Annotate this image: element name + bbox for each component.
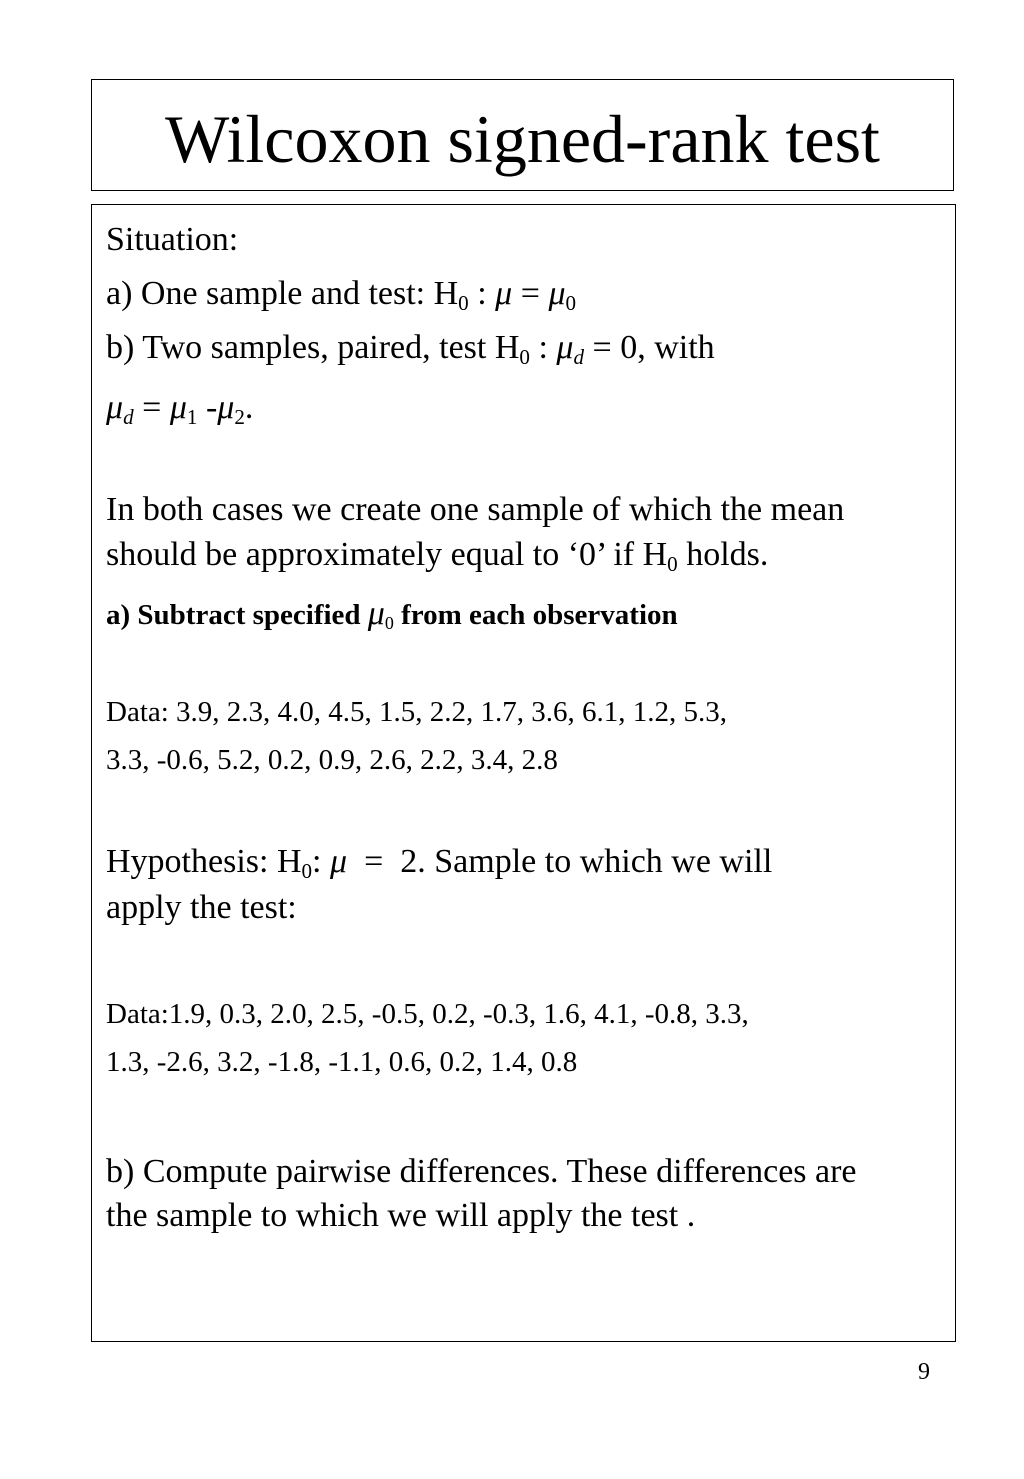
hypothesis-prefix: Hypothesis: H bbox=[106, 843, 302, 880]
part-b-line2: the sample to which we will apply the test . bbox=[106, 1197, 696, 1234]
situation-b-suffix: 0, with bbox=[620, 329, 715, 366]
both-cases-line2-suffix: holds. bbox=[677, 536, 769, 573]
situation-heading: Situation: bbox=[106, 221, 239, 258]
subtract-instruction: a) Subtract specified $\mu_0$ from each observation bbox=[106, 595, 678, 634]
data2-line2: 1.3, -2.6, 3.2, -1.8, -1.1, 0.6, 0.2, 1.4, 0.8 bbox=[106, 1046, 578, 1078]
both-cases-line2-prefix: should be approximately equal to ‘0’ if H bbox=[106, 536, 668, 573]
data2-line1: Data:1.9, 0.3, 2.0, 2.5, -0.5, 0.2, -0.3, 1.6, 4.1, -0.8, 3.3, bbox=[106, 998, 749, 1030]
data1-line1: Data: 3.9, 2.3, 4.0, 4.5, 1.5, 2.2, 1.7, 3.6, 6.1, 1.2, 5.3, bbox=[106, 696, 728, 728]
content-box bbox=[91, 204, 956, 1342]
subtract-suffix: from each observation bbox=[393, 599, 678, 631]
minus-sign: - bbox=[205, 389, 218, 426]
hypothesis-line1: Hypothesis: $H_0$: μ = 2. Sample to which we will bbox=[106, 843, 773, 883]
both-cases-line2: should be approximately equal to ‘0’ if $H_0$ holds. bbox=[106, 536, 769, 576]
both-cases-line1: In both cases we create one sample of which the mean bbox=[106, 491, 845, 528]
hypothesis-suffix: . Sample to which we will bbox=[417, 843, 773, 880]
subtract-prefix: a) Subtract specified bbox=[106, 599, 368, 631]
situation-a-prefix: a) One sample and test: H bbox=[106, 275, 459, 312]
data1-line2: 3.3, -0.6, 5.2, 0.2, 0.9, 2.6, 2.2, 3.4, 2.8 bbox=[106, 744, 558, 776]
slide-title: Wilcoxon signed-rank test bbox=[165, 101, 880, 177]
situation-b-prefix: b) Two samples, paired, test H bbox=[106, 329, 520, 366]
hypothesis-value: 2 bbox=[400, 843, 418, 880]
part-b-line1: b) Compute pairwise differences. These differences are bbox=[106, 1153, 857, 1190]
situation-b-line: b) Two samples, paired, test $H_0$ : $\mu_d = 0$, with bbox=[106, 329, 715, 369]
title-box bbox=[91, 79, 954, 191]
hypothesis-line2: apply the test: bbox=[106, 889, 297, 926]
page-number: 9 bbox=[918, 1359, 930, 1385]
mu-d-definition: $\mu_d = \mu_1$ $-\mu_2$. bbox=[106, 389, 254, 429]
situation-a-line: a) One sample and test: $H_0$ : $\mu = \mu_0$ bbox=[106, 275, 577, 315]
